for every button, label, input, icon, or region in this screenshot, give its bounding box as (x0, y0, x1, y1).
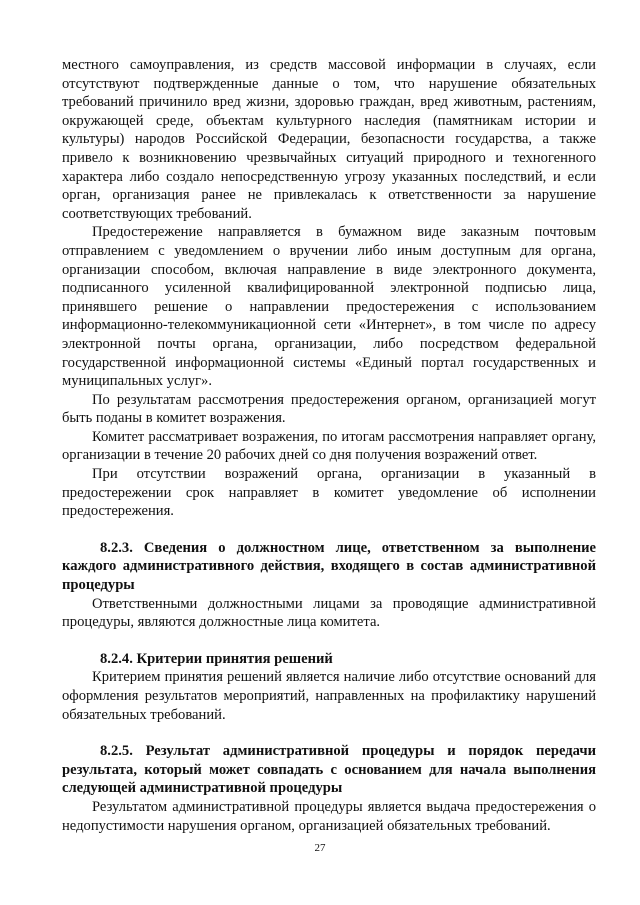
page-number: 27 (314, 842, 326, 854)
section-heading-8-2-4: 8.2.4. Критерии принятия решений (100, 650, 333, 667)
paragraph-objections: По результатам рассмотрения предостережения органом, организацией могут быть поданы в комитет возражения. (62, 391, 596, 427)
paragraph-no-objections: При отсутствии возражений органа, организации в указанный в предостережении срок направляет в комитет уведомление об исполнении предостережения. (62, 466, 596, 520)
spacer (62, 724, 596, 742)
spacer (62, 521, 596, 539)
section-heading-8-2-5: 8.2.5. Результат административной процедуры и порядок передачи результата, который может совпадать с основанием для начала выполнения следующей административной процедуры (62, 743, 596, 797)
paragraph-continuation: местного самоуправления, из средств массовой информации в случаях, если отсутствуют подтвержденные данные о том, что нарушение обязательных требований причинило вред жизни, здоровью граждан, вред животным, растениям, окружающей среде, объектам культурного наследия (памятникам истории и культуры) народов Российской Федерации, безопасности государства, а также привело к возникновению чрезвычайных ситуаций природного и техногенного характера либо создало непосредственную угрозу указанных последствий, и если орган, организация ранее не привлекалась к ответственности за нарушение соответствующих требований. (62, 57, 596, 222)
paragraph-warning-delivery: Предостережение направляется в бумажном виде заказным почтовым отправлением с уведомлением о вручении либо иным доступным для органа, организации способом, включая направление в виде электронного документа, подписанного усиленной квалифицированной электронной подписью лица, принявшего решение о направлении предостережения с использованием информационно-телекоммуникационной сети «Интернет», в том числе по адресу электронной почты органа, организации, либо посредством федеральной государственной информационной системы «Единый портал государственных и муниципальных услуг». (62, 224, 596, 390)
spacer (62, 632, 596, 650)
section-text-8-2-5: Результатом административной процедуры является выдача предостережения о недопустимости нарушения органом, организацией обязательных требований. (62, 798, 596, 834)
section-text-8-2-3: Ответственными должностными лицами за проводящие административной процедуры, являются должностные лица комитета. (62, 595, 596, 631)
section-heading-8-2-3: 8.2.3. Сведения о должностном лице, ответственном за выполнение каждого административного действия, входящего в состав административной процедуры (62, 539, 596, 594)
document-page (62, 56, 596, 835)
paragraph-committee-review: Комитет рассматривает возражения, по итогам рассмотрения направляет органу, организации в течение 20 рабочих дней со дня получения возражений ответ. (62, 428, 596, 464)
section-text-8-2-4: Критерием принятия решений является наличие либо отсутствие оснований для оформления результатов мероприятий, направленных на профилактику нарушений обязательных требований. (62, 669, 596, 723)
